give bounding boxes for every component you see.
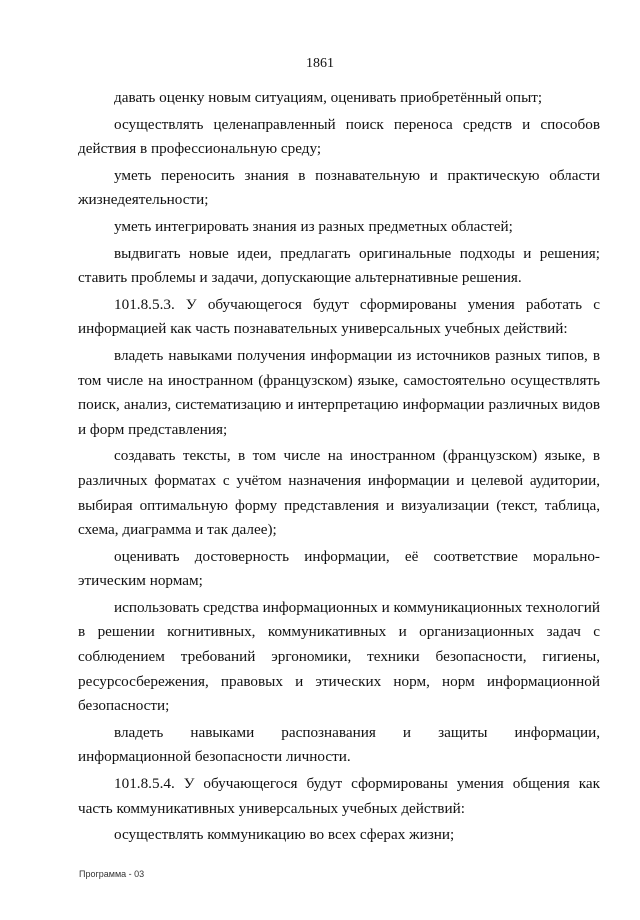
paragraph: осуществлять коммуникацию во всех сферах жизни; [114,826,455,844]
paragraph: создавать тексты, в том числе на иностранном (французском) языке, в различных форматах с учётом назначения информации и целевой аудитории, выбирая оптимальную форму представления и визуализации (текст, таблица, схема, диаграмма и так далее); [78,447,600,539]
page-number: 1861 [306,56,334,71]
paragraph: выдвигать новые идеи, предлагать оригинальные подходы и решения; ставить проблемы и задачи, допускающие альтернативные решения. [78,244,600,287]
paragraph: владеть навыками получения информации из источников разных типов, в том числе на иностранном (французском) языке, самостоятельно осуществлять поиск, анализ, систематизацию и интерпретацию информации различных видов и форм представления; [78,346,600,438]
paragraph: владеть навыками распознавания и защиты информации, информационной безопасности личности. [78,723,600,766]
section-paragraph: 101.8.5.3. У обучающегося будут сформированы умения работать с информацией как часть познавательных универсальных учебных действий: [78,295,600,338]
paragraph: использовать средства информационных и коммуникационных технологий в решении когнитивных, коммуникативных и организационных задач с соблюдением требований эргономики, техники безопасности, гигиены, ресурсосбережения, правовых и этических норм, норм информационной безопасности; [78,598,601,715]
paragraph: уметь переносить знания в познавательную и практическую области жизнедеятельности; [78,166,600,209]
section-paragraph: 101.8.5.4. У обучающегося будут сформированы умения общения как часть коммуникативных универсальных учебных действий: [78,775,600,817]
paragraph: давать оценку новым ситуациям, оценивать приобретённый опыт; [114,89,543,106]
document-body [78,86,600,850]
page-footer: Программа - 03 [79,869,145,879]
paragraph: оценивать достоверность информации, её соответствие морально-этическим нормам; [78,547,600,590]
paragraph: уметь интегрировать знания из разных предметных областей; [114,217,513,235]
paragraph: осуществлять целенаправленный поиск переноса средств и способов действия в профессиональную среду; [78,115,600,158]
